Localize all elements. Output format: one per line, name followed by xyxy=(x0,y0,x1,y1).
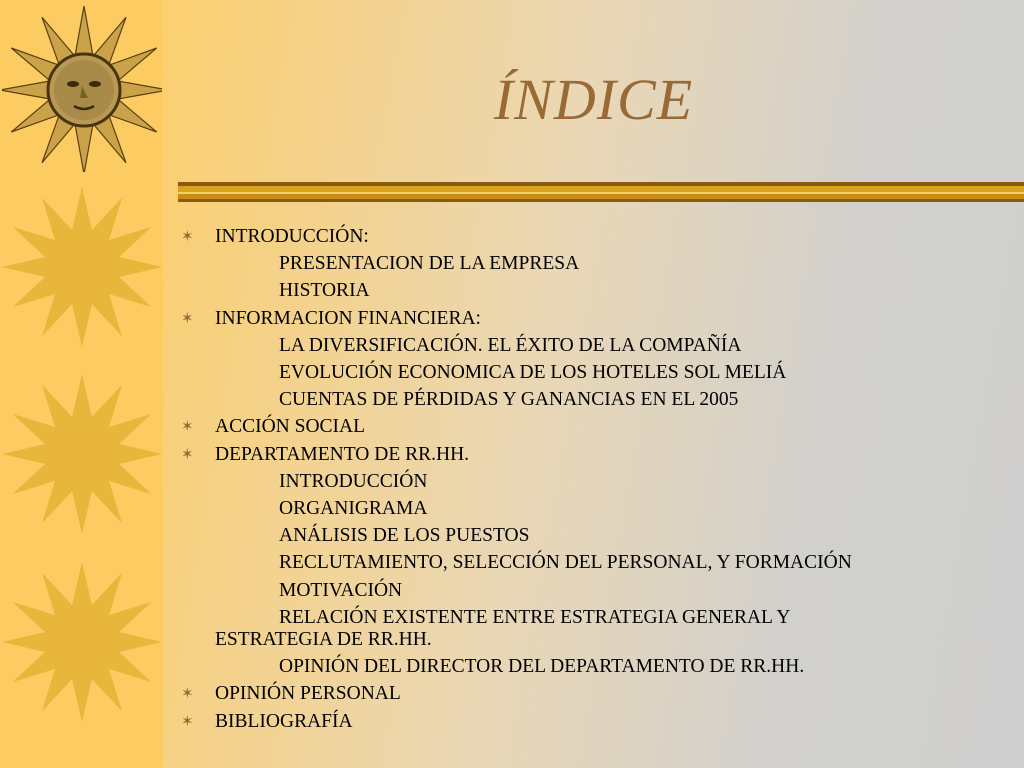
bullet-star-icon: ✶ xyxy=(181,686,194,703)
index-subitem: EVOLUCIÓN ECONOMICA DE LOS HOTELES SOL MELIÁ xyxy=(279,362,787,383)
index-item: OPINIÓN PERSONAL xyxy=(215,683,401,705)
index-subitem: MOTIVACIÓN xyxy=(279,579,403,601)
index-subitem: ESTRATEGIA DE RR.HH. xyxy=(215,629,432,650)
sun-face-icon xyxy=(2,2,162,172)
index-subitem: CUENTAS DE PÉRDIDAS Y GANANCIAS EN EL 2005 xyxy=(279,389,739,411)
bullet-star-icon: ✶ xyxy=(181,310,194,327)
index-subitem: HISTORIA xyxy=(279,280,370,302)
index-subitem: ORGANIGRAMA xyxy=(279,498,428,519)
bullet-star-icon: ✶ xyxy=(181,713,194,730)
index-item: INFORMACION FINANCIERA: xyxy=(215,307,481,329)
decorative-sidebar xyxy=(0,0,163,768)
slide-title: ÍNDICE xyxy=(493,67,694,132)
title-divider-rule xyxy=(178,182,1024,204)
index-item: DEPARTAMENTO DE RR.HH. xyxy=(215,443,470,465)
sun-icon xyxy=(2,560,162,725)
sun-icon xyxy=(2,372,162,537)
index-subitem: RELACIÓN EXISTENTE ENTRE ESTRATEGIA GENERAL Y xyxy=(279,606,791,628)
index-subitem: OPINIÓN DEL DIRECTOR DEL DEPARTAMENTO DE RR.HH. xyxy=(279,656,805,678)
bullet-star-icon: ✶ xyxy=(181,419,194,436)
index-subitem: ANÁLISIS DE LOS PUESTOS xyxy=(279,525,530,547)
index-subitem: RECLUTAMIENTO, SELECCIÓN DEL PERSONAL, Y FORMACIÓN xyxy=(279,552,852,574)
index-subitem: PRESENTACION DE LA EMPRESA xyxy=(279,253,580,275)
index-subitem: INTRODUCCIÓN xyxy=(279,470,428,492)
sun-icon xyxy=(2,185,162,350)
bullet-star-icon: ✶ xyxy=(181,446,194,463)
index-item: INTRODUCCIÓN: xyxy=(215,226,369,247)
index-item: ACCIÓN SOCIAL xyxy=(215,416,366,438)
index-subitem: LA DIVERSIFICACIÓN. EL ÉXITO DE LA COMPAÑÍA xyxy=(279,334,742,356)
bullet-star-icon: ✶ xyxy=(181,229,194,245)
index-item: BIBLIOGRAFÍA xyxy=(215,710,353,732)
